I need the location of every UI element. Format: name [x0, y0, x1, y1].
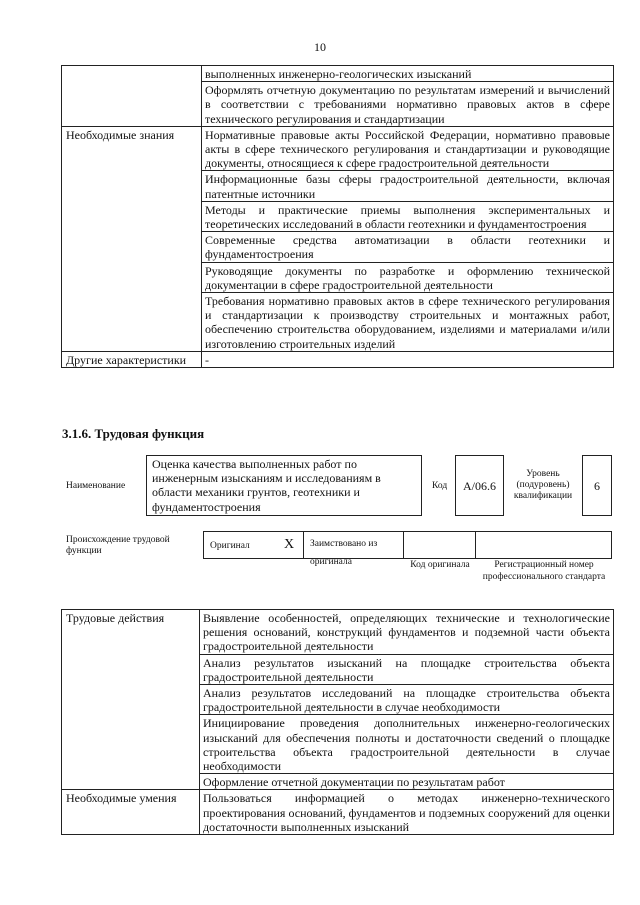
table-cell: Требования нормативно правовых актов в сфере технического регулирования и стандартизации к производству строительных и монтажных работ, обеспечению строительства оборудованием, изделиями и материалами и/или изготовлению строительных изделий	[202, 293, 614, 352]
table-cell: -	[202, 351, 614, 367]
table-cell: Оформлять отчетную документацию по результатам измерений и вычислений в соответствии с требованиями нормативно правовых актов в сфере технического регулирования и стандартизации	[202, 82, 614, 127]
level-label: Уровень (подуровень) квалификации	[513, 469, 573, 501]
original-mark: X	[284, 537, 295, 552]
registration-number-box	[475, 531, 612, 559]
original-box	[203, 531, 304, 559]
row-label	[62, 66, 202, 127]
table-row	[62, 351, 614, 367]
table-cell: Оформление отчетной документации по результатам работ	[200, 774, 614, 790]
table-cell: Руководящие документы по разработке и оформлению технической документации в сфере градостроительной деятельности	[202, 262, 614, 292]
row-label-other: Другие характеристики	[62, 351, 202, 367]
row-label-knowledge: Необходимые знания	[62, 126, 202, 351]
table-cell: Методы и практические приемы выполнения экспериментальных и теоретических исследований в области геотехники и фундаментостроения	[202, 201, 614, 231]
registration-caption: Регистрационный номер профессионального стандарта	[482, 560, 606, 582]
table-row	[62, 126, 614, 171]
table-cell: Анализ результатов изысканий на площадке строительства объекта градостроительной деятельности	[200, 654, 614, 684]
labor-function-table	[61, 609, 614, 835]
code-caption: Код оригинала	[410, 560, 470, 570]
table-row	[62, 790, 614, 835]
name-label: Наименование	[66, 481, 126, 491]
page-number: 10	[314, 40, 326, 54]
level-value-box: 6	[582, 455, 612, 516]
table-row	[62, 610, 614, 655]
table-row	[62, 66, 614, 82]
origin-code-box	[403, 531, 476, 559]
original-label: Оригинал	[210, 541, 250, 551]
table-cell: Пользоваться информацией о методах инженерно-технического проектирования оснований, фундаментов и подземных сооружений для оценки достаточности выполненных изысканий	[200, 790, 614, 835]
borrowed-box	[303, 531, 404, 567]
table-cell: Анализ результатов исследований на площадке строительства объекта градостроительной деятельности в случае необходимости	[200, 685, 614, 715]
table-cell: выполненных инженерно-геологических изысканий	[202, 66, 614, 82]
table-cell: Выявление особенностей, определяющих технические и технологические решения оснований, конструкций фундаментов и подземной части объекта градостроительной деятельности	[200, 610, 614, 655]
table-cell: Современные средства автоматизации в области геотехники и фундаментостроения	[202, 232, 614, 262]
borrowed-label: Заимствовано из оригинала	[310, 539, 378, 567]
code-label: Код	[432, 481, 448, 491]
section-title: 3.1.6. Трудовая функция	[62, 426, 205, 441]
row-label-skills: Необходимые умения	[62, 790, 200, 835]
table-cell: Нормативные правовые акты Российской Федерации, нормативно правовые акты в сфере технического регулирования и стандартизации и руководящие документы, относящиеся к сфере градостроительной деятельности	[202, 126, 614, 171]
origin-label: Происхождение трудовой функции	[66, 535, 170, 556]
code-value-box: А/06.6	[455, 455, 504, 516]
table-cell: Инициирование проведения дополнительных инженерно-геологических изысканий для обеспечения полноты и достаточности сведений о площадке строительства объекта градостроительной деятельности в случае необходимости	[200, 715, 614, 774]
table-cell: Информационные базы сферы градостроительной деятельности, включая патентные источники	[202, 171, 614, 201]
competency-table-continued	[61, 65, 614, 368]
row-label-actions: Трудовые действия	[62, 610, 200, 790]
function-name-box: Оценка качества выполненных работ по инженерным изысканиям и исследованиям в области механики грунтов, геотехники и фундаментостроения	[146, 455, 422, 516]
